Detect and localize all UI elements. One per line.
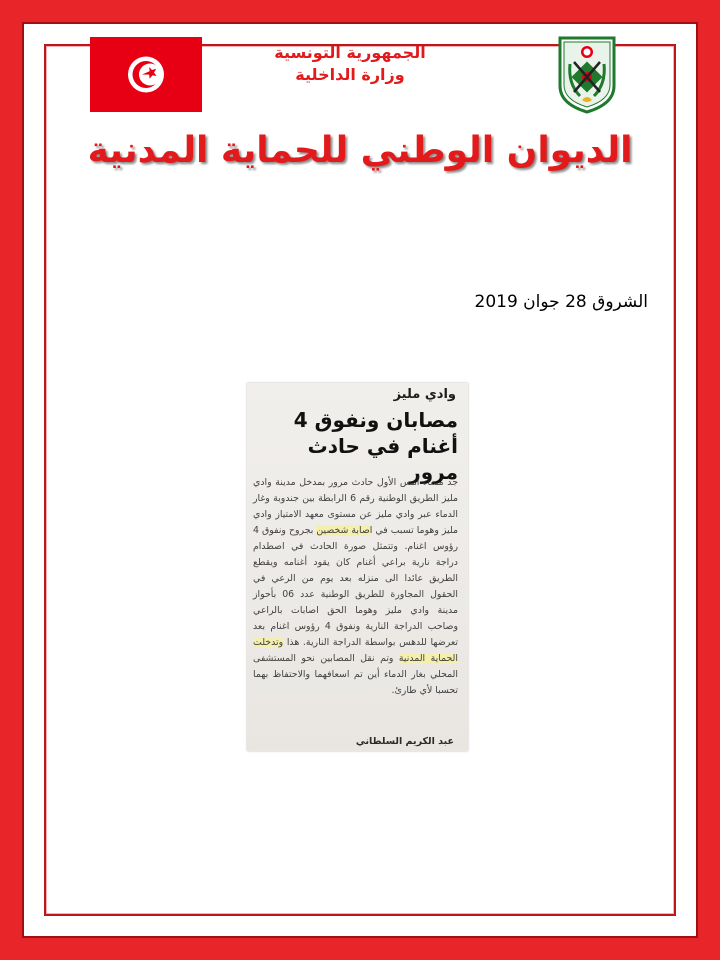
clipping-kicker: وادي مليز — [393, 387, 456, 402]
newspaper-clipping — [247, 383, 468, 751]
clipping-body — [253, 475, 458, 699]
clipping-headline — [253, 407, 458, 485]
clipping-body-text-b: بجروح ونفوق 4 رؤوس اغنام. وتتمثل صورة الحادث في اصطدام دراجة نارية براعي أغنام كان يقود أغنامه ويقطع الطريق عائدا الى منزله بعد يوم من الرعي في الحقول المجاورة للطريق الوطنية عدد 06 بأحواز مدينة وادي مليز وهوما الحق اصابات بالراعي وصاحب الدراجة النارية ونفوق 4 رؤوس اغنام بعد تعرضها للدهس بواسطة الدراجة النارية. هذا — [253, 525, 458, 648]
ministry-label: وزارة الداخلية — [295, 65, 405, 84]
page-title: الديوان الوطني للحماية المدنية — [87, 130, 633, 171]
header-block — [240, 42, 460, 86]
clipping-body-text-a: جد مساء أمس الأول حادث مرور بمدخل مدينة وادي مليز الطريق الوطنية رقم 6 الرابطة بين جندوبة وغار الدماء عبر وادي مليز عن مستوى معهد الامتياز وادي مليز وهوما تسبب في — [253, 477, 459, 536]
clipping-body-text-c: وتم نقل المصابين نحو المستشفى المحلي بغار الدماء أين تم اسعافهما والاحتفاظ بهما تحسبا لأي طارئ. — [253, 653, 458, 696]
clipping-highlight-civil-protection: وتدخلت الحماية المدنية — [253, 637, 459, 664]
clipping-headline-line-1: مصابان ونفوق 4 — [293, 408, 458, 432]
civil-protection-emblem-icon — [556, 34, 618, 114]
republic-label: الجمهورية التونسية — [274, 43, 426, 62]
source-date-line: الشروق 28 جوان 2019 — [474, 292, 648, 312]
clipping-highlight-injured: اصابة شخصين — [316, 525, 373, 536]
tunisia-flag-icon — [90, 37, 202, 112]
clipping-headline-line-2: أغنام في حادث مرور — [307, 434, 458, 484]
clipping-author: عبد الكريم السلطاني — [355, 736, 454, 747]
